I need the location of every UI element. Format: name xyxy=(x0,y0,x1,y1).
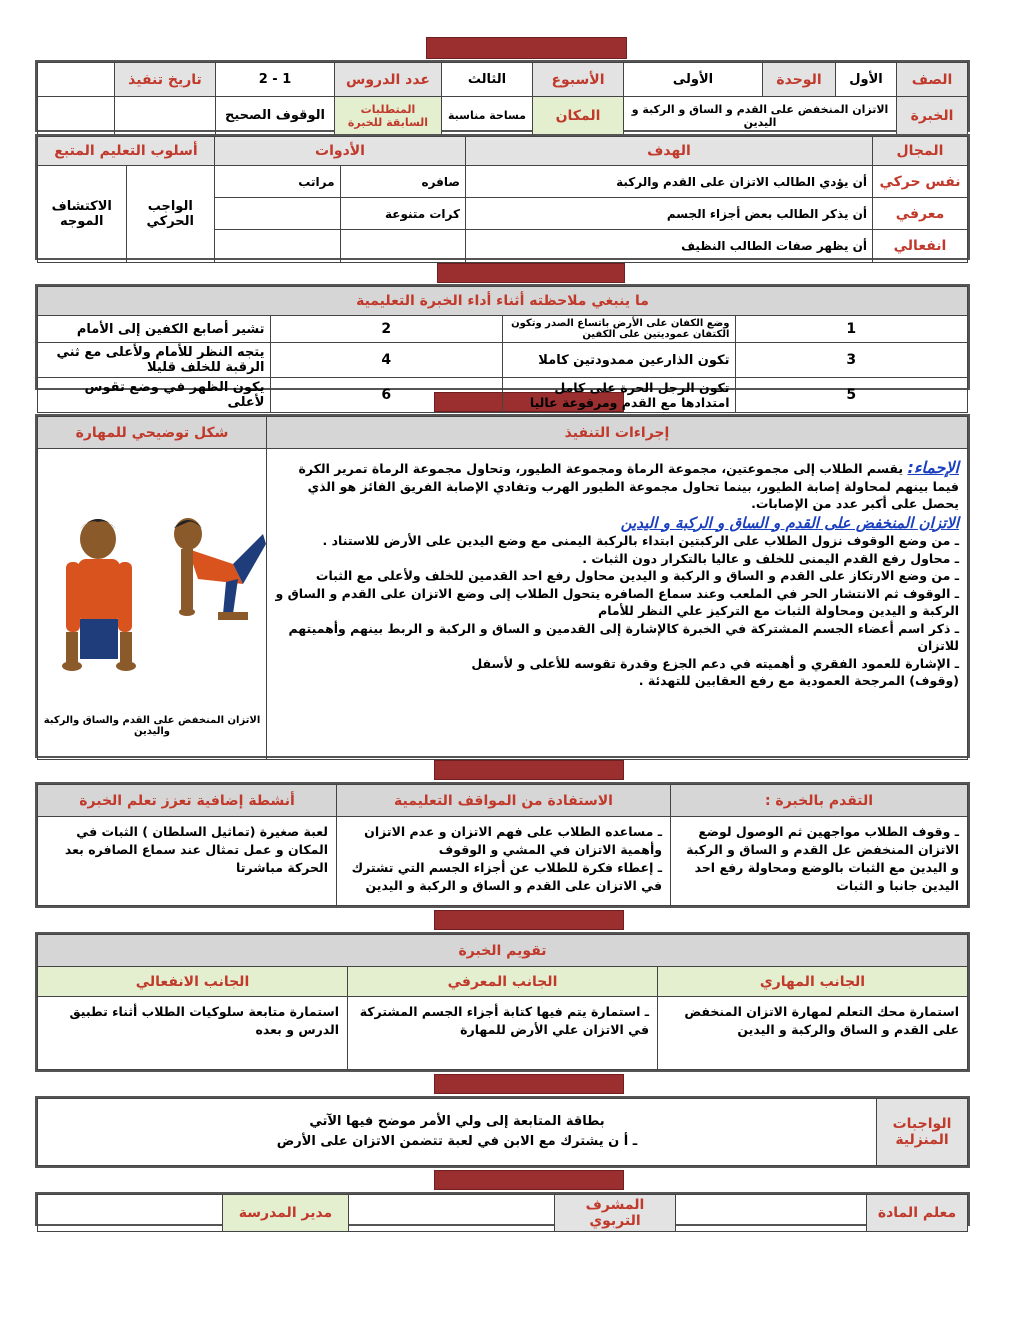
warmup-text: يقسم الطلاب إلى مجموعتين، مجموعة الرماة ومجموعة الطيور، وتحاول مجموعة الرماة تمرير الكرة فيما بينهم لمحاولة إصابة الطيور، بينما تحاول مجموعة الطيور الهرب وتفادي الإصابة الفريق الفائز هو الذي يحصل على أكبر عدد من الإصابات. xyxy=(298,461,959,511)
skill-aspect-text: استمارة محك التعلم لمهارة الاتزان المنخفض على القدم و الساق والركبة و اليدين xyxy=(658,997,968,1070)
figure-header: شكل توضيحي للمهارة xyxy=(38,417,267,449)
date-value xyxy=(38,63,115,97)
observation-number: 5 xyxy=(735,378,968,413)
experience-value: الاتزان المنخفض على القدم و الساق و الركبة و اليدين xyxy=(624,97,897,135)
observation-number: 6 xyxy=(270,378,503,413)
observation-text: تكون الرجل الحرة على كامل امتدادها مع القدم ومرفوعة عاليا xyxy=(503,378,736,413)
experience-label: الخبرة xyxy=(897,97,968,135)
warmup-paragraph xyxy=(275,459,959,513)
figure-side-icon xyxy=(174,518,266,620)
observation-number: 2 xyxy=(270,316,503,343)
unit-label: الوحدة xyxy=(763,63,836,97)
step-item: (وقوف) المرجحة العمودية مع رفع العقابين للتهدئة . xyxy=(638,673,959,688)
homework-table xyxy=(35,1096,970,1168)
extra-cell xyxy=(38,97,115,135)
tool-cell xyxy=(215,230,341,263)
goal-header: الهدف xyxy=(466,137,873,166)
goal-cell: أن يظهر صفات الطالب النظيف xyxy=(466,230,873,263)
kneeling-figures-illustration xyxy=(38,504,267,734)
benefit-header: الاستفادة من المواقف التعليمية xyxy=(337,785,671,817)
homework-line: ـ أ ن يشترك مع الابن في لعبة تتضمن الاتزان على الأرض xyxy=(276,1134,638,1149)
cognitive-aspect-header: الجانب المعرفي xyxy=(348,967,658,997)
cognitive-aspect-text: ـ استمارة يتم فيها كتابة أجزاء الجسم المشتركة في الاتزان علي الأرض للمهارة xyxy=(348,997,658,1070)
evaluation-title: تقويم الخبرة xyxy=(38,935,968,967)
tool-cell xyxy=(215,198,341,230)
homework-body xyxy=(38,1099,877,1166)
progress-text: ـ وقوف الطلاب مواجهين ثم الوصول لوضع الاتزان المنخفض عل القدم و الساق و الركبة و اليدين مع الثبات بالوضع ومحاولة رفع احد اليدين جانبا و الثبات xyxy=(671,817,968,906)
goal-cell: أن يذكر الطالب بعض أجزاء الجسم xyxy=(466,198,873,230)
supervisor-label: المشرف التربوي xyxy=(555,1195,676,1232)
step-item: ـ ذكر اسم أعضاء الجسم المشتركة في الخبرة كالإشارة إلى القدمين و الساق و الركبة و الربط بينهم وأهميتهم للاتزان xyxy=(288,620,959,653)
week-label: الأسبوع xyxy=(533,63,624,97)
observation-number: 1 xyxy=(735,316,968,343)
affective-aspect-text: استمارة متابعة سلوكيات الطلاب أثناء تطبيق الدرس و بعده xyxy=(38,997,348,1070)
tool-cell: كرات متنوعة xyxy=(340,198,466,230)
signatures-table xyxy=(35,1192,970,1229)
affective-aspect-header: الجانب الانفعالي xyxy=(38,967,348,997)
supervisor-signature xyxy=(349,1195,555,1232)
prereq-value: الوقوف الصحيح xyxy=(216,97,335,135)
evaluation-table xyxy=(35,932,970,1072)
header-info-table xyxy=(35,60,970,132)
observations-table xyxy=(35,284,970,410)
step-item: ـ من وضع الارتكاز على القدم و الساق و الركبة و اليدين محاول رفع احد القدمين للخلف ولأعلى مع الثبات xyxy=(315,568,959,583)
domain-cell: انفعالي xyxy=(873,230,968,263)
place-label: المكان xyxy=(533,97,624,135)
step-item: ـ محاول رفع القدم اليمنى للخلف و عاليا بالتكرار دون الثبات . xyxy=(582,550,959,566)
prereq-label: المتطلبات السابقة للخبرة xyxy=(335,97,442,135)
step-item: ـ من وضع الوقوف نزول الطلاب على الركبتين ابتداء بالركبة اليمنى مع وضع اليدين على الأرض للاستناد . xyxy=(322,533,959,548)
figure-cell xyxy=(38,449,267,760)
domain-cell: معرفي xyxy=(873,198,968,230)
observations-title: ما ينبغي ملاحظته أثناء أداء الخبرة التعليمية xyxy=(38,287,968,316)
teacher-signature xyxy=(676,1195,867,1232)
principal-label: مدير المدرسة xyxy=(223,1195,349,1232)
style-cell: الاكتشاف الموجه xyxy=(38,166,127,263)
date-label: تاريخ تنفيذ xyxy=(115,63,216,97)
principal-signature xyxy=(38,1195,223,1232)
homework-line: بطاقة المتابعة إلى ولي الأمر موضح فيها الآتي xyxy=(309,1114,605,1129)
observation-number: 3 xyxy=(735,343,968,378)
skill-title: الاتزان المنخفض على القدم و الساق و الركبة و اليدين xyxy=(620,513,959,532)
observation-text: تشير أصابع الكفين إلى الأمام xyxy=(38,316,271,343)
figure-area xyxy=(38,449,266,759)
divider-bar xyxy=(426,37,627,59)
divider-bar xyxy=(434,760,624,780)
domain-header: المجال xyxy=(873,137,968,166)
style-header: أسلوب التعليم المتبع xyxy=(38,137,215,166)
observation-text: يكون الظهر في وضع تقوس لأعلى xyxy=(38,378,271,413)
step-item: ـ الوقوف ثم الانتشار الحر في الملعب وعند سماع الصافره يتحول الطلاب إلى وضع الاتزان على القدم و الساق و الركبة و اليدين ومحاولة الثبات مع التركيز علي النظر للأمام xyxy=(275,585,959,618)
extra-activities-header: أنشطة إضافية تعزز تعلم الخبرة xyxy=(38,785,337,817)
tool-cell: مراتب xyxy=(215,166,341,198)
divider-bar xyxy=(434,1170,624,1190)
tool-cell: صافره xyxy=(340,166,466,198)
extra-cell xyxy=(115,97,216,135)
observation-number: 4 xyxy=(270,343,503,378)
step-item: ـ الإشارة للعمود الفقري و أهميته في دعم الجزع وقدرة تقوسه للأعلى و لأسفل xyxy=(471,655,959,671)
style-cell: الواجب الحركي xyxy=(126,166,215,263)
divider-bar xyxy=(434,1074,624,1094)
divider-bar xyxy=(437,263,625,283)
unit-value: الأولى xyxy=(624,63,763,97)
skill-aspect-header: الجانب المهاري xyxy=(658,967,968,997)
goal-cell: أن يؤدي الطالب الاتزان على القدم والركبة xyxy=(466,166,873,198)
domain-cell: نفس حركي xyxy=(873,166,968,198)
place-value: مساحة مناسبة xyxy=(442,97,533,135)
procedures-body xyxy=(267,449,968,760)
teacher-label: معلم المادة xyxy=(867,1195,968,1232)
grade-value: الأول xyxy=(836,63,897,97)
procedures-table xyxy=(35,414,970,758)
figure-caption: الاتزان المنخفض على القدم والساق والركبة واليدين xyxy=(43,715,261,737)
warmup-title: الإحماء: xyxy=(907,458,959,477)
homework-label: الواجبات المنزلية xyxy=(877,1099,968,1166)
procedures-header: إجراءات التنفيذ xyxy=(267,417,968,449)
objectives-table xyxy=(35,134,970,260)
lessons-label: عدد الدروس xyxy=(335,63,442,97)
divider-bar xyxy=(434,910,624,930)
benefit-cell xyxy=(337,817,671,906)
observation-text: تكون الذارعين ممدودتين كاملا xyxy=(503,343,736,378)
observation-text: يتجه النظر للأمام ولأعلى مع ثني الرقبة للخلف قليلا xyxy=(38,343,271,378)
tool-cell xyxy=(340,230,466,263)
benefit-item: ـ إعطاء فكرة للطلاب عن أجزاء الجسم التي تشترك في الاتزان على القدم و الساق و الركبة و اليدين xyxy=(351,860,662,893)
observation-text: وضع الكفان على الأرض باتساع الصدر وتكون الكتفان عموديتين على الكفين xyxy=(503,316,736,343)
figure-front-icon xyxy=(62,519,136,671)
benefit-item: ـ مساعده الطلاب على فهم الاتزان و عدم الاتزان وأهمية الاتزان في المشي و الوقوف xyxy=(364,824,662,857)
tools-header: الأدوات xyxy=(215,137,466,166)
progress-header: التقدم بالخبرة : xyxy=(671,785,968,817)
grade-label: الصف xyxy=(897,63,968,97)
progress-table xyxy=(35,782,970,908)
extra-activities-text: لعبة صغيرة (تماثيل السلطان ) الثبات في المكان و عمل تمثال عند سماع الصافره بعد الحركة مباشرتا xyxy=(38,817,337,906)
week-value: الثالث xyxy=(442,63,533,97)
lessons-value: 1 - 2 xyxy=(216,63,335,97)
